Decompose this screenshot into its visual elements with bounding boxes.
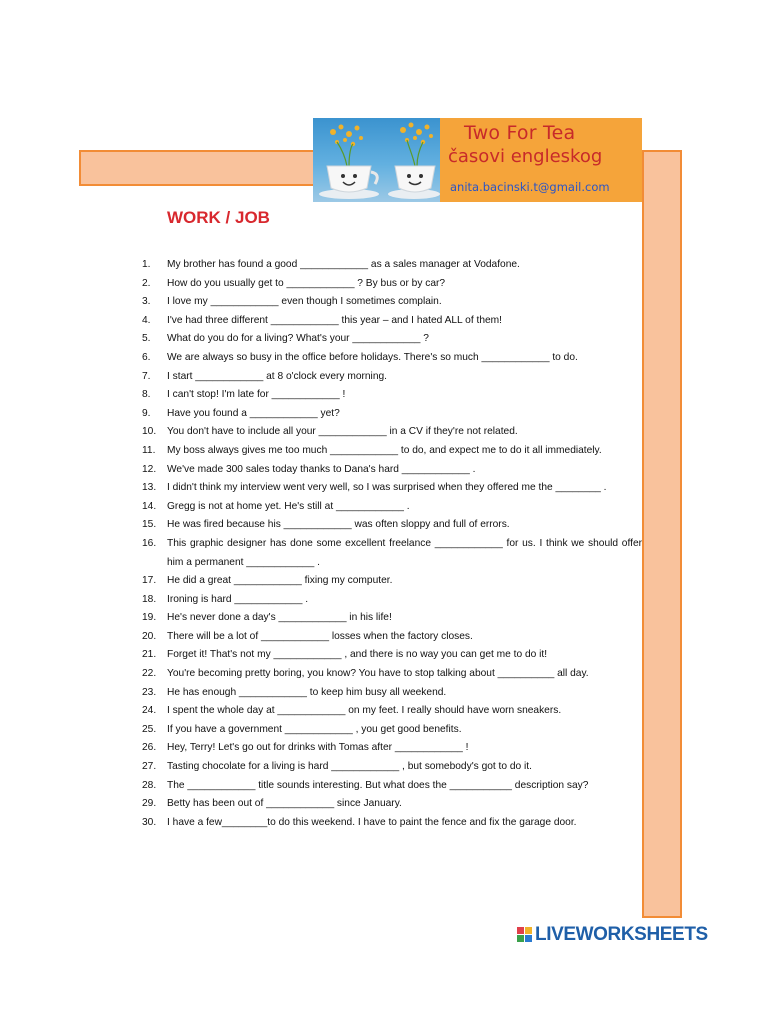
exercise-sentence: What do you do for a living? What's your ____________ ?	[167, 333, 429, 345]
tea-cups-image	[313, 118, 440, 202]
exercise-number: 16.	[142, 537, 157, 549]
exercise-number: 5.	[142, 333, 151, 345]
exercise-sentence: I have a few________to do this weekend. I have to paint the fence and fix the garage door.	[167, 816, 577, 828]
liveworksheets-logo-icon	[517, 927, 533, 943]
exercise-item	[142, 684, 642, 703]
exercise-item	[142, 628, 642, 647]
exercise-sentence: My boss always gives me too much ____________ to do, and expect me to do it all immediately.	[167, 444, 602, 456]
exercise-item	[142, 591, 642, 610]
exercise-number: 24.	[142, 705, 157, 717]
exercise-item	[142, 702, 642, 721]
exercise-item	[142, 256, 642, 275]
liveworksheets-wordmark: LIVEWORKSHEETS	[535, 924, 708, 945]
exercise-item	[142, 442, 642, 461]
exercise-item	[142, 312, 642, 331]
exercise-number: 12.	[142, 463, 157, 475]
exercise-number: 2.	[142, 277, 151, 289]
exercise-item	[142, 721, 642, 740]
exercise-sentence: This graphic designer has done some excellent freelance ____________ for us. I think we should offer him a permanent ____________ .	[167, 537, 642, 568]
exercise-sentence: There will be a lot of ____________ losses when the factory closes.	[167, 630, 473, 642]
exercise-item	[142, 795, 642, 814]
exercise-item	[142, 516, 642, 535]
exercise-sentence: He did a great ____________ fixing my computer.	[167, 575, 393, 587]
exercise-number: 1.	[142, 259, 151, 270]
exercise-sentence: Forget it! That's not my ____________ , and there is no way you can get me to do it!	[167, 649, 548, 661]
banner-subtitle: časovi engleskog	[448, 146, 603, 167]
exercise-number: 18.	[142, 593, 157, 605]
exercise-number: 8.	[142, 389, 151, 401]
exercise-sentence: Hey, Terry! Let's go out for drinks with Tomas after ____________ !	[167, 742, 469, 754]
banner-email: anita.bacinski.t@gmail.com	[450, 180, 610, 194]
exercise-item	[142, 572, 642, 591]
exercise-number: 25.	[142, 723, 157, 735]
exercise-item	[142, 405, 642, 424]
exercise-item	[142, 646, 642, 665]
exercise-number: 4.	[142, 314, 151, 326]
exercise-number: 11.	[142, 444, 156, 456]
exercise-sentence: I've had three different ____________ this year – and I hated ALL of them!	[167, 314, 502, 326]
exercise-number: 9.	[142, 407, 151, 419]
decorative-strip-right	[642, 150, 682, 918]
exercise-sentence: My brother has found a good ____________ as a sales manager at Vodafone.	[167, 259, 520, 270]
exercise-list	[142, 256, 642, 832]
exercise-item	[142, 814, 642, 833]
exercise-number: 15.	[142, 519, 157, 531]
exercise-sentence: I love my ____________ even though I sometimes complain.	[167, 296, 442, 308]
exercise-number: 30.	[142, 816, 157, 828]
exercise-sentence: I spent the whole day at ____________ on my feet. I really should have worn sneakers.	[167, 705, 562, 717]
exercise-number: 28.	[142, 779, 157, 791]
exercise-item	[142, 739, 642, 758]
exercise-number: 22.	[142, 668, 157, 680]
worksheet-title: WORK / JOB	[167, 208, 270, 227]
exercise-item	[142, 665, 642, 684]
exercise-number: 29.	[142, 798, 157, 810]
exercise-item	[142, 758, 642, 777]
exercise-item	[142, 498, 642, 517]
exercise-sentence: He was fired because his ____________ was often sloppy and full of errors.	[167, 519, 510, 531]
exercise-number: 27.	[142, 761, 157, 773]
exercise-sentence: Ironing is hard ____________ .	[167, 593, 309, 605]
exercise-sentence: I start ____________ at 8 o'clock every morning.	[167, 370, 387, 382]
exercise-number: 20.	[142, 630, 157, 642]
exercise-sentence: Tasting chocolate for a living is hard ____________ , but somebody's got to do it.	[167, 761, 532, 773]
exercise-number: 13.	[142, 482, 157, 494]
exercise-sentence: I didn't think my interview went very well, so I was surprised when they offered me the ________ .	[167, 482, 607, 494]
exercise-item	[142, 386, 642, 405]
decorative-strip-left	[79, 150, 317, 186]
exercise-item	[142, 609, 642, 628]
liveworksheets-logo	[517, 924, 708, 946]
exercise-item	[142, 293, 642, 312]
exercise-sentence: He has enough ____________ to keep him busy all weekend.	[167, 686, 447, 698]
exercise-sentence: Gregg is not at home yet. He's still at ____________ .	[167, 500, 410, 512]
banner-title: Two For Tea	[464, 122, 576, 144]
exercise-item	[142, 777, 642, 796]
exercise-number: 3.	[142, 296, 151, 308]
exercise-item	[142, 423, 642, 442]
exercise-item	[142, 349, 642, 368]
banner-text-panel	[440, 118, 642, 202]
exercise-number: 7.	[142, 370, 151, 382]
exercise-number: 23.	[142, 686, 157, 698]
exercise-item	[142, 535, 642, 572]
exercise-sentence: He's never done a day's ____________ in his life!	[167, 612, 392, 624]
exercise-number: 6.	[142, 351, 151, 363]
exercise-sentence: Have you found a ____________ yet?	[167, 407, 340, 419]
exercise-number: 19.	[142, 612, 157, 624]
exercise-item	[142, 461, 642, 480]
header-banner	[313, 118, 642, 202]
exercise-sentence: We've made 300 sales today thanks to Dana's hard ____________ .	[167, 463, 476, 475]
exercise-number: 26.	[142, 742, 157, 754]
exercise-item	[142, 330, 642, 349]
exercise-sentence: How do you usually get to ____________ ? By bus or by car?	[167, 277, 446, 289]
exercise-number: 14.	[142, 500, 157, 512]
exercise-sentence: The ____________ title sounds interesting. But what does the ___________ description say?	[167, 779, 589, 791]
exercise-sentence: You don't have to include all your ____________ in a CV if they're not related.	[167, 426, 518, 438]
exercise-item	[142, 479, 642, 498]
exercise-sentence: I can't stop! I'm late for ____________ !	[167, 389, 346, 401]
exercise-sentence: If you have a government ____________ , you get good benefits.	[167, 723, 462, 735]
exercise-item	[142, 368, 642, 387]
exercise-number: 10.	[142, 426, 157, 438]
exercise-sentence: We are always so busy in the office before holidays. There's so much ____________ to do.	[167, 351, 578, 363]
exercise-sentence: You're becoming pretty boring, you know? You have to stop talking about __________ all day.	[167, 668, 589, 680]
exercise-number: 21.	[142, 649, 157, 661]
exercise-number: 17.	[142, 575, 157, 587]
exercise-sentence: Betty has been out of ____________ since January.	[167, 798, 402, 810]
exercise-item	[142, 275, 642, 294]
